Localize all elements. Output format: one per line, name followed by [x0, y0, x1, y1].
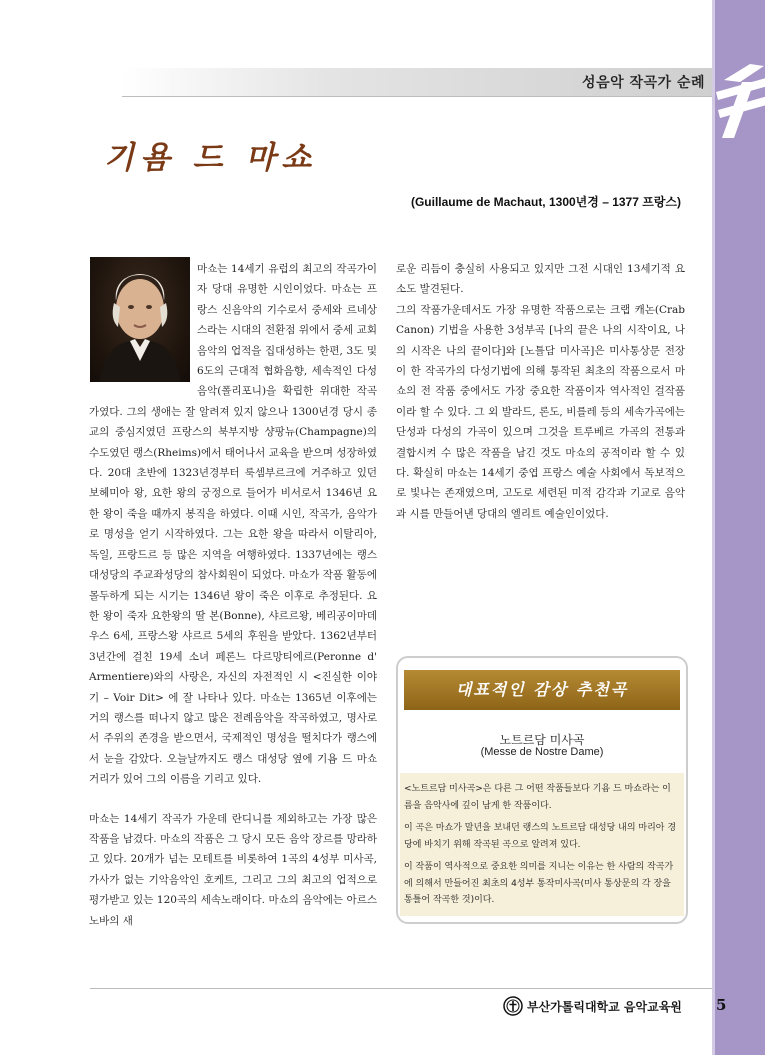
sidebar-edge — [712, 0, 715, 1055]
recommendation-description — [400, 773, 684, 916]
left-column — [89, 259, 377, 931]
description-paragraph: 이 작품이 역사적으로 중요한 의미를 지니는 이유는 한 사람의 작곡가에 의해서 만들어진 최초의 4성부 통작미사곡(미사 통상문의 각 장을 통틀어 작곡한 것)이다. — [404, 862, 674, 905]
footer-institution: 부산가톨릭대학교 음악교육원 — [527, 1000, 682, 1014]
right-column — [396, 259, 685, 524]
body-paragraph: 마쇼는 14세기 작곡가 가운데 란디니를 제외하고는 가장 많은 작품을 남겼다. 마쇼의 작품은 그 당시 모든 음악 장르를 망라하고 있다. 20개가 넘는 모테트를 비롯하여 1곡의 4성부 미사곡, 가사가 없는 기악음악인 호케트, 그리고 그의 최고의 업적으로 평가받고 있는 120곡의 세속노래이다. 마쇼의 음악에는 아르스 노바의 새 — [89, 812, 377, 927]
recommended-work-subtitle: (Messe de Nostre Dame) — [480, 746, 604, 758]
recommendation-header: 대표적인 감상 추천곡 — [404, 670, 680, 710]
recommendation-box — [396, 656, 688, 924]
description-paragraph: 이 곡은 마쇼가 말년을 보내던 랭스의 노트르담 대성당 내의 마리아 경당에 바치기 위해 작곡된 곡으로 알려져 있다. — [404, 823, 677, 850]
recommended-work-title: 노트르담 미사곡 — [499, 733, 585, 747]
body-paragraph: 그의 작품가운데서도 가장 유명한 작품으로는 크랩 캐논(Crab Canon) 기법을 사용한 3성부곡 [나의 끝은 나의 시작이요, 나의 시작은 나의 끝이다]와 [노틀담 미사곡]은 미사통상문 전장이 한 작곡가의 다성기법에 의해 통작된 최초의 작품으로서 마쇼의 전 작품 중에서도 가장 중요한 작품이자 역사적인 걸작품이라 할 수 있다. 그 외 발라드, 론도, 비를레 등의 세속가곡에는 단성과 다성의 가곡이 있으며 그것을 트루베르 가곡의 전통과 결합시켜 수 많은 작품을 남긴 것도 마쇼의 공적이라 할 수 있다. 확실히 마쇼는 14세기 중엽 프랑스 예술 사회에서 독보적으로 빛나는 존재였으며, 고도로 세련된 미적 감각과 기교로 음악과 시를 만들어낸 당대의 엘리트 예술인이었다. — [396, 303, 685, 520]
footer-divider — [90, 988, 712, 989]
composer-subtitle: (Guillaume de Machaut, 1300년경 – 1377 프랑스) — [410, 195, 681, 209]
page-number: 5 — [716, 996, 727, 1014]
decorative-letter-icon — [704, 60, 765, 140]
series-title: 성음악 작곡가 순례 — [582, 75, 705, 91]
composer-name: 기욤 드 마쇼 — [104, 140, 318, 176]
university-logo-icon — [503, 996, 523, 1016]
body-paragraph: 마쇼는 14세기 유럽의 최고의 작곡가이자 당대 유명한 시인이었다. 마쇼는 프랑스 신음악의 기수로서 중세와 르네상스라는 시대의 전환점 위에서 중세 교회음악의 업적을 집대성하는 한편, 3도 및 6도의 근대적 협화음향, 세속적인 다성음악(폴리포니)을 확립한 위대한 작곡가였다. 그의 생애는 잘 알려져 있지 않으나 1300년경 당시 종교의 중심지였던 프랑스의 북부지방 샹팡뉴(Champagne)의 수도였던 랭스(Rheims)에서 태어나서 교육을 받으며 성장하였다. 20대 초반에 1323년경부터 룩셈부르크에 거주하고 있던 보헤미아 왕, 요한 왕의 궁정으로 들어가 비서로서 1346년 요한 왕이 죽을 때까지 봉직을 하였다. 이때 시인, 작곡가, 음악가로 명성을 얻기 시작하였다. 그는 요한 왕을 따라서 이탈리아, 독일, 프랑드르 등 많은 지역을 여행하였다. 1337년에는 랭스 대성당의 주교좌성당의 참사회원이 되었다. 마쇼가 작품 활동에 몰두하게 되는 시기는 1346년 왕이 죽은 이후로 추정된다. 요한 왕이 죽자 요한왕의 딸 본(Bonne), 샤르르왕, 베리공이마데우스 6세, 프랑스왕 샤르르 5세의 후원을 받았다. 1362년부터 3년간에 걸친 19세 소녀 페론느 다르망티에르(Peronne d' Armentiere)와의 사랑은, 자신의 자전적인 시 <진실한 이야기 – Voir Dit> 에 잘 나타나 있다. 마쇼는 1365년 이후에는 거의 랭스를 떠나지 않고 많은 전례음악을 작곡하였고, 명사로서 주위의 존경을 받으면서, 국제적인 명성을 떨치다가 랭스에서 눈을 감았다. 오늘날까지도 랭스 대성당 옆에 기욤 드 마쇼 거리가 있어 그의 이름을 기리고 있다. — [89, 263, 377, 786]
decorative-sidebar — [712, 0, 765, 1055]
body-paragraph: 로운 리듬이 충실히 사용되고 있지만 그전 시대인 13세기적 요소도 발견된다. — [396, 263, 685, 296]
description-paragraph: <노트르담 미사곡>은 다른 그 어떤 작품들보다 기욤 드 마쇼라는 이름을 음악사에 깊이 남게 한 작품이다. — [404, 784, 671, 811]
